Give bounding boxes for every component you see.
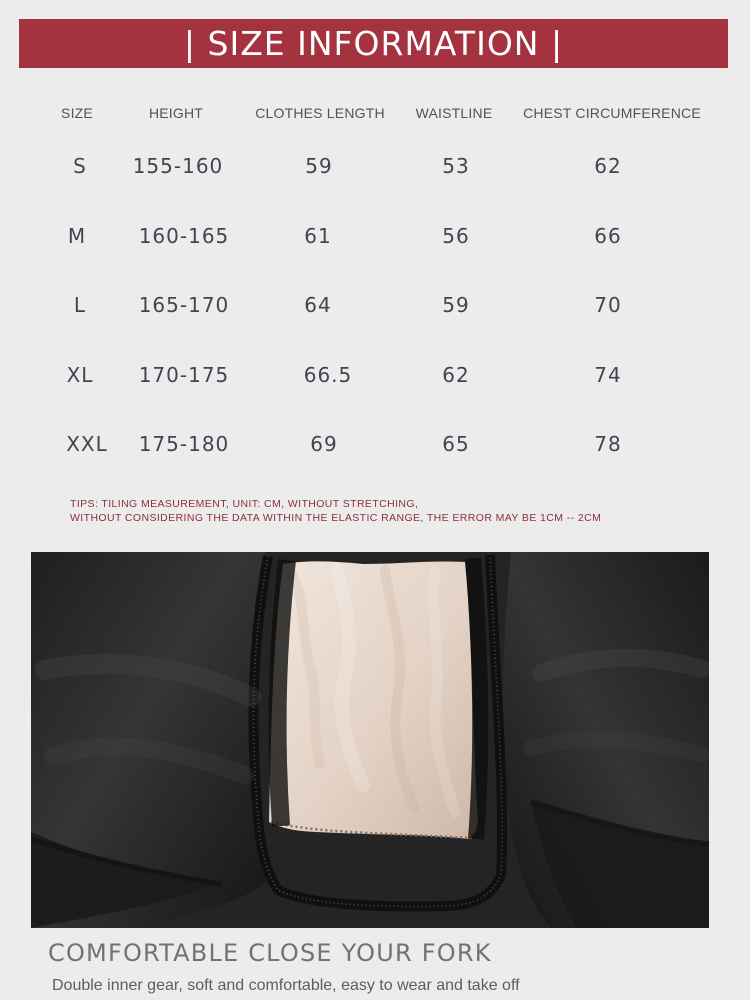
size-information-banner [19,19,728,68]
waistline-value: 62 [442,363,470,387]
size-value: S [73,154,87,178]
clothes-length-value: 59 [305,154,333,178]
clothes-length-value: 61 [304,224,332,248]
height-value: 165-170 [138,293,230,317]
table-row-l [0,293,750,333]
size-value: XXL [66,432,108,456]
height-value: 155-160 [132,154,224,178]
size-value: XL [66,363,94,387]
table-row-xl [0,363,750,403]
header-clothes-length: CLOTHES LENGTH [255,105,385,121]
header-height: HEIGHT [148,105,204,121]
height-value: 170-175 [138,363,230,387]
feature-description: Double inner gear, soft and comfortable, easy to wear and take off [52,977,520,994]
tips-line-1: TIPS: TILING MEASUREMENT, UNIT: CM, WITHOUT STRETCHING, [70,498,419,510]
chest-circumference-value: 78 [594,432,622,456]
waistline-value: 65 [442,432,470,456]
waistline-value: 53 [442,154,470,178]
garment-gusset-illustration [31,552,709,928]
measurement-tips [70,497,710,525]
chest-circumference-value: 62 [594,154,622,178]
clothes-length-value: 69 [310,432,338,456]
chest-circumference-value: 74 [594,363,622,387]
tips-line-2: WITHOUT CONSIDERING THE DATA WITHIN THE ELASTIC RANGE, THE ERROR MAY BE 1CM -- 2CM [70,512,602,524]
header-chest-circumference: CHEST CIRCUMFERENCE [523,105,701,121]
table-row-m [0,224,750,264]
size-value: L [73,293,87,317]
header-size: SIZE [61,105,93,121]
header-waistline: WAISTLINE [415,105,493,121]
height-value: 175-180 [138,432,230,456]
table-row-s [0,154,750,194]
size-information-title: | SIZE INFORMATION | [183,24,564,63]
waistline-value: 59 [442,293,470,317]
waistline-value: 56 [442,224,470,248]
product-closeup-image [31,552,709,928]
feature-headline: COMFORTABLE CLOSE YOUR FORK [48,939,492,967]
size-chart-table [0,90,750,490]
clothes-length-value: 66.5 [303,363,353,387]
chest-circumference-value: 66 [594,224,622,248]
height-value: 160-165 [138,224,230,248]
clothes-length-value: 64 [304,293,332,317]
size-value: M [67,224,87,248]
table-row-xxl [0,432,750,472]
chest-circumference-value: 70 [594,293,622,317]
